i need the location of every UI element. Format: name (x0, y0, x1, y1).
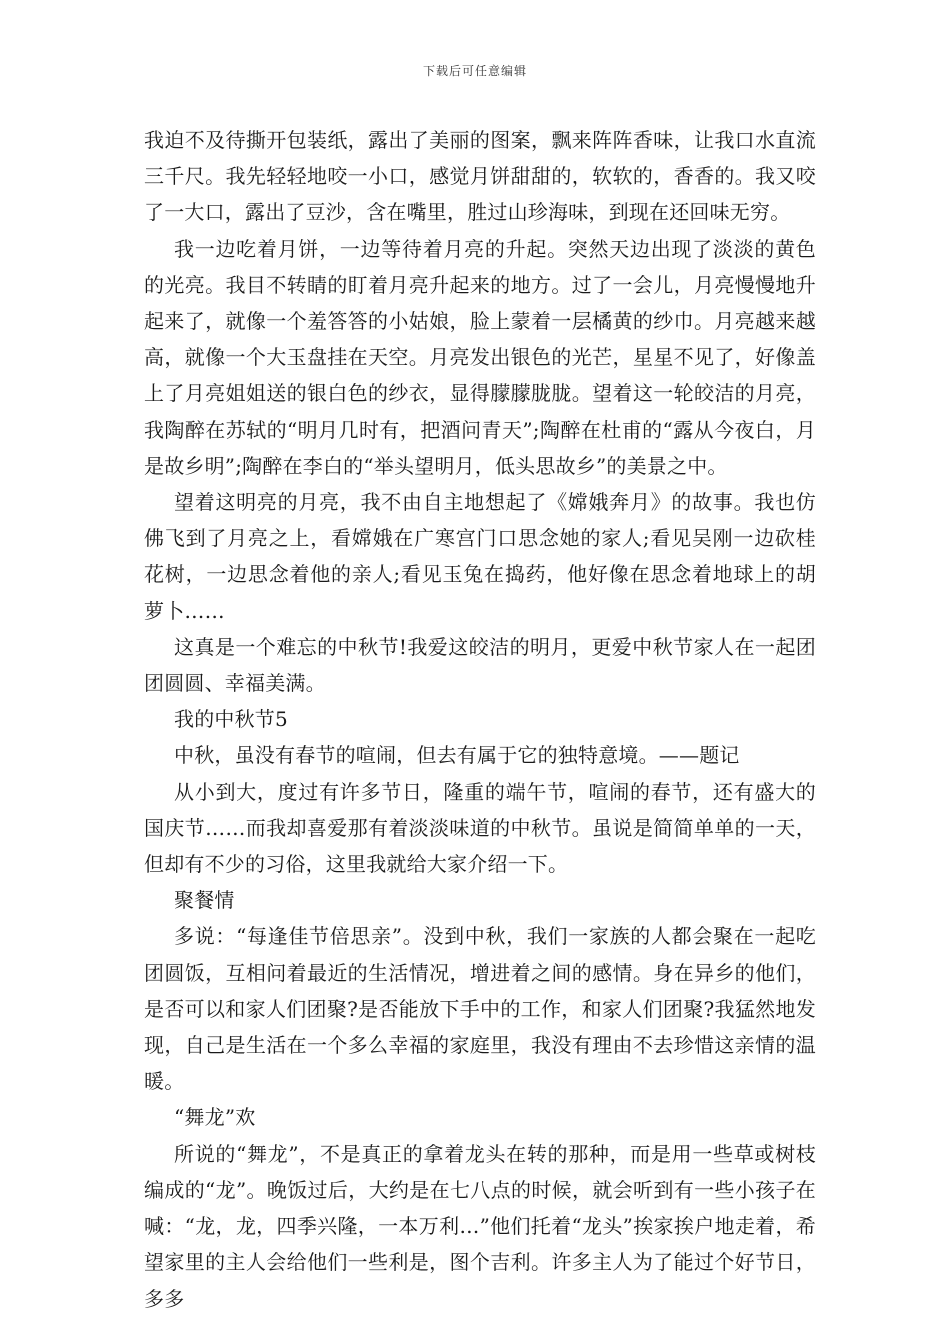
paragraph-reunion-dinner: 多说：“每逢佳节倍思亲”。没到中秋，我们一家族的人都会聚在一起吃团圆饭，互相问着最近的生活情况，增进着之间的感情。身在异乡的他们，是否可以和家人们团聚?是否能放下手中的工作，和家人们团聚?我猛然地发现，自己是生活在一个多么幸福的家庭里，我没有理由不去珍惜这亲情的温暖。 (144, 924, 816, 1094)
paragraph-epigraph: 中秋，虽没有春节的喧闹，但去有属于它的独特意境。——题记 (174, 743, 740, 768)
paragraph-mooncake-tasting: 我迫不及待撕开包装纸，露出了美丽的图案，飘来阵阵香味，让我口水直流三千尺。我先轻轻地咬一小口，感觉月饼甜甜的，软软的，香香的。我又咬了一大口，露出了豆沙，含在嘴里，胜过山珍海味，到现在还回味无穷。 (144, 128, 816, 225)
page-header: 下载后可任意编辑 (422, 64, 527, 78)
paragraph-introduction: 从小到大，度过有许多节日，隆重的端午节，喧闹的春节，还有盛大的国庆节……而我却喜爱那有着淡淡味道的中秋节。虽说是简简单单的一天，但却有不少的习俗，这里我就给大家介绍一下。 (144, 779, 816, 877)
paragraph-dragon-dance: 所说的“舞龙”，不是真正的拿着龙头在转的那种，而是用一些草或树枝编成的“龙”。晚饭过后，大约是在七八点的时候，就会听到有一些小孩子在喊：“龙，龙，四季兴隆，一本万利…”他们托着“龙头”挨家挨户地走着，希望家里的主人会给他们一些利是，图个吉利。许多主人为了能过个好节日，多多 (144, 1141, 816, 1311)
section-title: 我的中秋节5 (174, 707, 288, 732)
subheading-reunion-dinner: 聚餐情 (174, 888, 235, 913)
subheading-dragon-dance: “舞龙”欢 (174, 1105, 256, 1130)
paragraph-change-legend: 望着这明亮的月亮，我不由自主地想起了《嫦娥奔月》的故事。我也仿佛飞到了月亮之上，看嫦娥在广寒宫门口思念她的家人;看见吴刚一边砍桂花树，一边思念着他的亲人;看见玉兔在捣药，他好像在思念着地球上的胡萝卜…… (144, 490, 816, 623)
paragraph-conclusion: 这真是一个难忘的中秋节!我爱这皎洁的明月，更爱中秋节家人在一起团团圆圆、幸福美满。 (144, 634, 816, 696)
document-body (144, 122, 816, 1317)
paragraph-moonrise: 我一边吃着月饼，一边等待着月亮的升起。突然天边出现了淡淡的黄色的光亮。我目不转睛的盯着月亮升起来的地方。过了一会儿，月亮慢慢地升起来了，就像一个羞答答的小姑娘，脸上蒙着一层橘黄的纱巾。月亮越来越高，就像一个大玉盘挂在天空。月亮发出银色的光芒，星星不见了，好像盖上了月亮姐姐送的银白色的纱衣，显得朦朦胧胧。望着这一轮皎洁的月亮，我陶醉在苏轼的“明月几时有，把酒问青天”;陶醉在杜甫的“露从今夜白，月是故乡明”;陶醉在李白的“举头望明月，低头思故乡”的美景之中。 (144, 236, 816, 478)
